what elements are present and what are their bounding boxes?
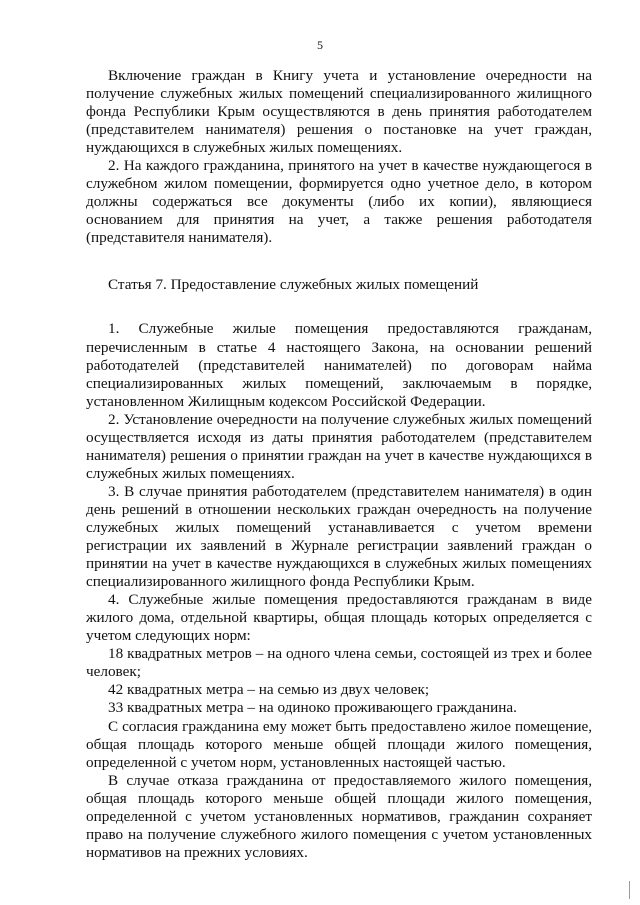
- paragraph: 2. Установление очередности на получение служебных жилых помещений осуществляется исходя из даты принятия работодателем (представителем нанимателя) решения о принятии граждан на учет в качестве нуждающихся в служебных жилых помещениях.: [86, 410, 592, 482]
- paragraph: 2. На каждого гражданина, принятого на учет в качестве нуждающегося в служебном жилом помещении, формируется одно учетное дело, в котором должны содержаться все документы (либо их копии), являющиеся основанием для принятия на учет, а также решения работодателя (представителя нанимателя).: [86, 157, 592, 247]
- paragraph: В случае отказа гражданина от предоставляемого жилого помещения, общая площадь которого меньше общей площади жилого помещения, определенной с учетом установленных нормативов, гражданин сохраняет право на получение служебного жилого помещения с учетом установленных нормативов на прежних условиях.: [86, 771, 592, 861]
- page-number: 5: [317, 38, 323, 52]
- paragraph: 3. В случае принятия работодателем (представителем нанимателя) в один день решений в отношении нескольких граждан очередность на получение служебных жилых помещений устанавливается с учетом времени регистрации их заявлений в Журнале регистрации заявлений граждан о принятии на учет в качестве нуждающихся в служебных жилых помещениях специализированного жилищного фонда Республики Крым.: [86, 482, 592, 591]
- article-heading: Статья 7. Предоставление служебных жилых помещений: [108, 276, 479, 294]
- document-body: [86, 67, 592, 862]
- list-item: 33 квадратных метра – на одиноко проживающего гражданина.: [108, 699, 517, 717]
- paragraph: 4. Служебные жилые помещения предоставляются гражданам в виде жилого дома, отдельной квартиры, общая площадь которых определяется с учетом следующих норм:: [86, 591, 592, 645]
- paragraph: Включение граждан в Книгу учета и установление очередности на получение служебных жилых помещений специализированного жилищного фонда Республики Крым осуществляются в день принятия работодателем (представителем нанимателя) решения о постановке на учет граждан, нуждающихся в служебных жилых помещениях.: [86, 67, 592, 157]
- paragraph: С согласия гражданина ему может быть предоставлено жилое помещение, общая площадь которого меньше общей площади жилого помещения, определенной с учетом норм, установленных настоящей частью.: [86, 717, 592, 771]
- list-item: 42 квадратных метра – на семью из двух человек;: [108, 681, 430, 699]
- list-item: 18 квадратных метров – на одного члена семьи, состоящей из трех и более человек;: [86, 645, 592, 681]
- paragraph: 1. Служебные жилые помещения предоставляются гражданам, перечисленным в статье 4 настоящего Закона, на основании решений работодателей (представителей нанимателей) по договорам найма специализированных жилых помещений, заключаемым в порядке, установленном Жилищным кодексом Российской Федерации.: [86, 320, 592, 410]
- scan-edge-mark: [629, 881, 630, 899]
